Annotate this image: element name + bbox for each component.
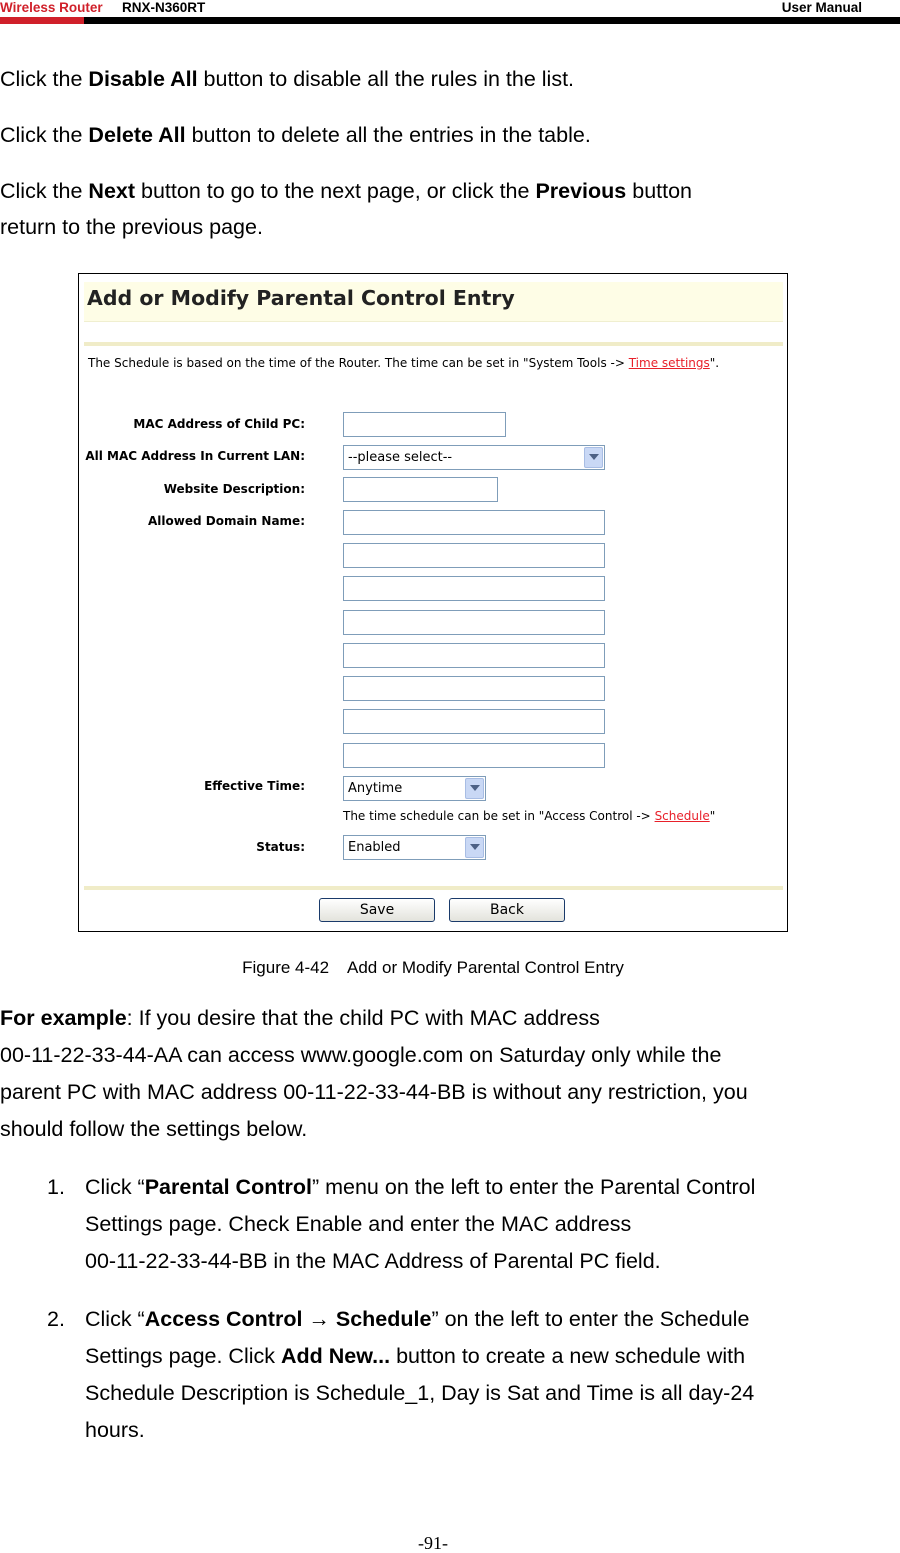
back-button[interactable]: Back <box>449 898 565 922</box>
label-all-mac: All MAC Address In Current LAN: <box>85 449 305 463</box>
schedule-link[interactable]: Schedule <box>654 809 710 823</box>
chevron-down-icon <box>584 447 603 468</box>
figure-divider-top <box>84 342 783 346</box>
time-settings-link[interactable]: Time settings <box>628 356 710 370</box>
figure-page-title: Add or Modify Parental Control Entry <box>87 286 515 310</box>
step-1-line-3: 00-11-22-33-44-BB in the MAC Address of Parental PC field. <box>85 1249 661 1273</box>
label-status: Status: <box>256 840 305 854</box>
all-mac-select[interactable]: --please select-- <box>343 445 605 470</box>
para-delete-all: Click the Delete All button to delete all the entries in the table. <box>0 123 591 147</box>
example-line-4: should follow the settings below. <box>0 1117 308 1141</box>
save-button[interactable]: Save <box>319 898 435 922</box>
allowed-domain-input[interactable] <box>343 576 605 601</box>
figure-caption: Figure 4-42 Add or Modify Parental Control Entry <box>242 958 624 977</box>
page-number: -91- <box>418 1533 448 1553</box>
header-doc-type: User Manual <box>781 0 862 15</box>
figure-schedule-note: The Schedule is based on the time of the Router. The time can be set in "System Tools -> Time settings". <box>88 356 720 370</box>
page-header <box>0 0 900 26</box>
header-brand: Wireless Router <box>0 0 103 15</box>
label-website-description: Website Description: <box>163 482 305 496</box>
allowed-domain-input[interactable] <box>343 610 605 635</box>
para-next-previous: Click the Next button to go to the next page, or click the Previous button <box>0 179 693 203</box>
mac-child-input[interactable] <box>343 412 506 437</box>
label-effective-time: Effective Time: <box>204 779 305 793</box>
header-model: RNX-N360RT <box>122 0 206 15</box>
example-line-1: For example: If you desire that the child PC with MAC address <box>0 1006 600 1030</box>
step-number: 1. <box>47 1175 65 1199</box>
allowed-domain-input[interactable] <box>343 543 605 568</box>
chevron-down-icon <box>465 778 484 799</box>
allowed-domain-input[interactable] <box>343 510 605 535</box>
schedule-hint: The time schedule can be set in "Access Control -> Schedule" <box>343 809 716 823</box>
allowed-domain-input[interactable] <box>343 709 605 734</box>
effective-time-select[interactable]: Anytime <box>343 776 486 801</box>
header-rule-black <box>84 17 900 24</box>
header-rule-red <box>0 17 84 24</box>
step-2-line-1: Click “Access Control → Schedule” on the left to enter the Schedule <box>85 1307 750 1331</box>
example-line-2: 00-11-22-33-44-AA can access www.google.com on Saturday only while the <box>0 1043 722 1067</box>
step-1-line-1: Click “Parental Control” menu on the left to enter the Parental Control <box>85 1175 756 1199</box>
allowed-domain-input[interactable] <box>343 743 605 768</box>
label-mac-child: MAC Address of Child PC: <box>133 417 305 431</box>
step-number: 2. <box>47 1307 65 1331</box>
status-select[interactable]: Enabled <box>343 835 486 860</box>
step-1-line-2: Settings page. Check Enable and enter the MAC address <box>85 1212 632 1236</box>
step-2-line-2: Settings page. Click Add New... button to create a new schedule with <box>85 1344 746 1368</box>
label-allowed-domain: Allowed Domain Name: <box>148 514 305 528</box>
para-disable-all: Click the Disable All button to disable all the rules in the list. <box>0 67 575 91</box>
website-description-input[interactable] <box>343 477 498 502</box>
para-next-previous-line2: return to the previous page. <box>0 215 263 239</box>
chevron-down-icon <box>465 837 484 858</box>
step-2-line-3: Schedule Description is Schedule_1, Day is Sat and Time is all day-24 <box>85 1381 755 1405</box>
allowed-domain-input[interactable] <box>343 676 605 701</box>
example-line-3: parent PC with MAC address 00-11-22-33-44-BB is without any restriction, you <box>0 1080 748 1104</box>
figure-parental-control-entry <box>78 273 788 932</box>
step-2-line-4: hours. <box>85 1418 145 1442</box>
figure-divider-bottom <box>84 886 783 890</box>
allowed-domain-input[interactable] <box>343 643 605 668</box>
